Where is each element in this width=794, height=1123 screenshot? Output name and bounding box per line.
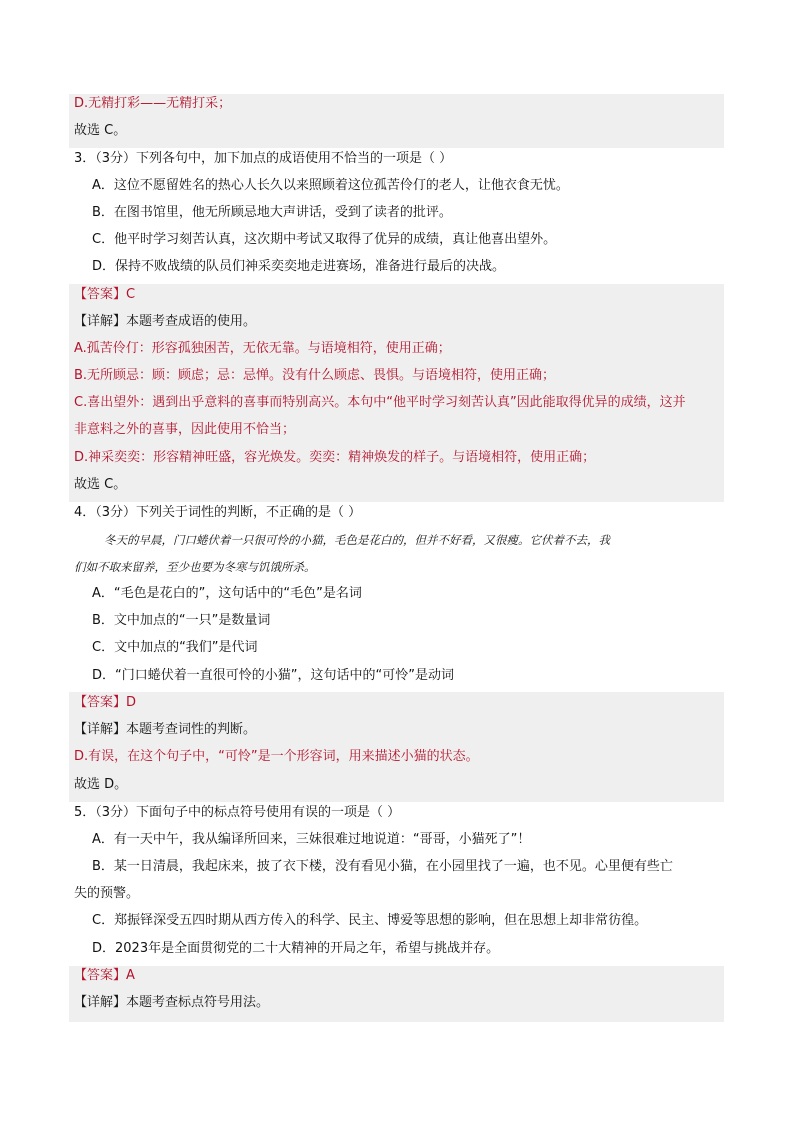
q3-answer: 【答案】C — [74, 287, 136, 302]
q3-note-c-cont: 非意料之外的喜事，因此使用不恰当； — [74, 422, 296, 437]
q3-option-d: D．保持不败战绩的队员们神采奕奕地走进赛场，准备进行最后的决战。 — [92, 259, 506, 274]
q5-detail: 【详解】本题考查标点符号用法。 — [74, 995, 270, 1010]
q4-option-b: B．文中加点的“一只”是数量词 — [92, 613, 271, 628]
q4-stem: 4．（3分）下列关于词性的判断，不正确的是（ ） — [74, 505, 362, 520]
q5-option-a: A．有一天中午，我从编译所回来，三妹很难过地说道：“哥哥，小猫死了”！ — [92, 832, 531, 847]
q3-note-d: D.神采奕奕：形容精神旺盛，容光焕发。奕奕：精神焕发的样子。与语境相符，使用正确； — [74, 450, 596, 465]
q4-passage-line-1: 冬天的早晨，门口蜷伏着一只很可怜的小猫，毛色是花白的，但并不好看，又很瘦。它伏着不去，我 — [104, 533, 610, 547]
prev-conclusion: 故选 C。 — [74, 123, 127, 138]
prev-option-d-note: D.无精打彩——无精打采； — [74, 96, 232, 111]
q4-option-a: A．“毛色是花白的”，这句话中的“毛色”是名词 — [92, 586, 362, 601]
q5-option-b-cont: 失的预警。 — [74, 886, 140, 901]
q3-conclusion: 故选 C。 — [74, 477, 127, 492]
q5-stem: 5．（3分）下面句子中的标点符号使用有误的一项是（ ） — [74, 805, 401, 820]
q3-option-c: C．他平时学习刻苦认真，这次期中考试又取得了优异的成绩，真让他喜出望外。 — [92, 232, 557, 247]
q3-option-b: B．在图书馆里，他无所顾忌地大声讲话，受到了读者的批评。 — [92, 205, 452, 220]
q3-note-c: C.喜出望外：遇到出乎意料的喜事而特别高兴。本句中“他平时学习刻苦认真”因此能取得优异的成绩，这并 — [74, 395, 686, 410]
q3-stem: 3．（3分）下列各句中，加下加点的成语使用不恰当的一项是（ ） — [74, 151, 453, 166]
q5-option-c: C．郑振铎深受五四时期从西方传入的科学、民主、博爱等思想的影响，但在思想上却非常彷徨。 — [92, 913, 648, 928]
q5-answer: 【答案】A — [74, 968, 135, 983]
q5-option-d: D．2023年是全面贯彻党的二十大精神的开局之年，希望与挑战并存。 — [92, 941, 500, 956]
q3-detail: 【详解】本题考查成语的使用。 — [74, 314, 257, 329]
q3-note-a: A.孤苦伶仃：形容孤独困苦，无依无靠。与语境相符，使用正确； — [74, 341, 451, 356]
q4-conclusion: 故选 D。 — [74, 777, 128, 792]
q3-option-a: A．这位不愿留姓名的热心人长久以来照顾着这位孤苦伶仃的老人，让他衣食无忧。 — [92, 178, 569, 193]
q4-answer: 【答案】D — [74, 695, 137, 710]
q3-note-b: B.无所顾忌：顾：顾虑；忌：忌惮。没有什么顾虑、畏惧。与语境相符，使用正确； — [74, 368, 556, 383]
q4-note-d: D.有误，在这个句子中，“可怜”是一个形容词，用来描述小猫的状态。 — [74, 749, 479, 764]
q4-option-d: D．“门口蜷伏着一直很可怜的小猫”，这句话中的“可怜”是动词 — [92, 668, 454, 683]
q4-passage-line-2: 们如不取来留养，至少也要为冬寒与饥饿所杀。 — [74, 560, 316, 574]
q4-detail: 【详解】本题考查词性的判断。 — [74, 722, 257, 737]
q5-option-b: B．某一日清晨，我起床来，披了衣下楼，没有看见小猫，在小园里找了一遍，也不见。心里便有些亡 — [92, 859, 673, 874]
q4-option-c: C．文中加点的“我们”是代词 — [92, 640, 258, 655]
